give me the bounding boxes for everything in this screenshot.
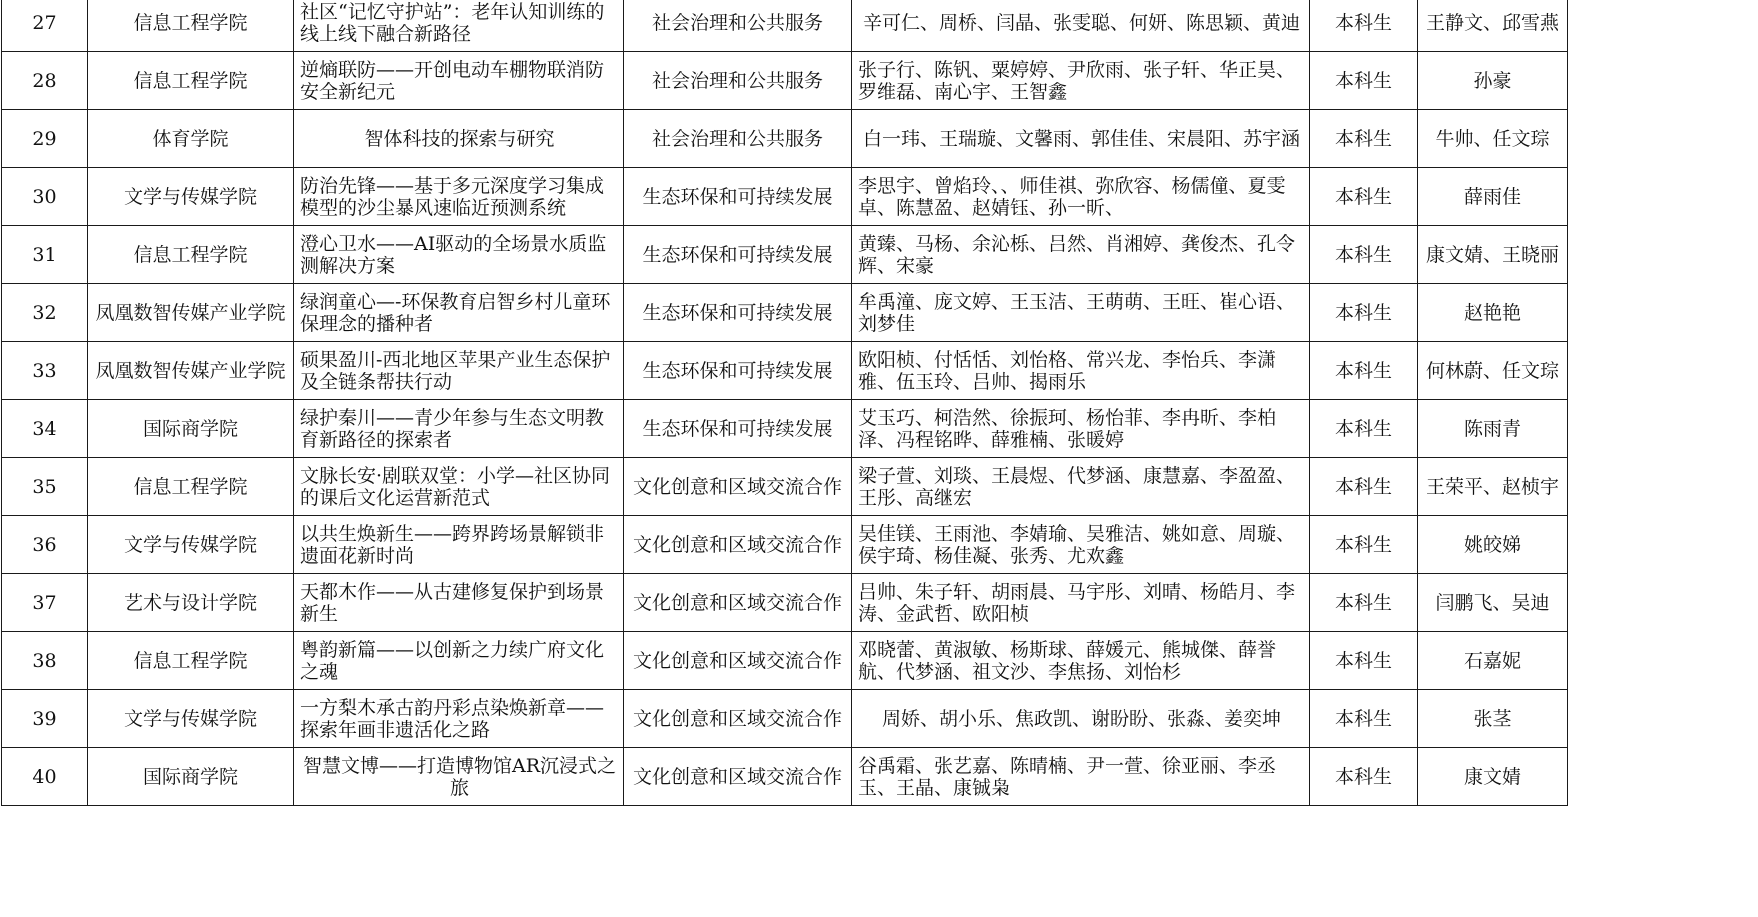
category-cell: 生态环保和可持续发展 bbox=[624, 168, 852, 226]
table-row bbox=[2, 342, 1568, 400]
row-number: 28 bbox=[2, 52, 88, 110]
members-cell: 艾玉巧、柯浩然、徐振珂、杨怡菲、李冉昕、李柏泽、冯程铭晔、薛雅楠、张暖婷 bbox=[852, 400, 1310, 458]
members-cell: 李思宇、曾焰玲、、师佳祺、弥欣容、杨儒僮、夏雯卓、陈慧盈、赵婧钰、孙一昕、 bbox=[852, 168, 1310, 226]
level-cell: 本科生 bbox=[1310, 226, 1418, 284]
category-cell: 文化创意和区域交流合作 bbox=[624, 516, 852, 574]
project-title-cell: 社区“记忆守护站”：老年认知训练的线上线下融合新路径 bbox=[294, 0, 624, 52]
project-title-cell: 澄心卫水——AI驱动的全场景水质监测解决方案 bbox=[294, 226, 624, 284]
table-row bbox=[2, 748, 1568, 806]
category-cell: 社会治理和公共服务 bbox=[624, 52, 852, 110]
row-number: 37 bbox=[2, 574, 88, 632]
level-cell: 本科生 bbox=[1310, 516, 1418, 574]
row-number: 33 bbox=[2, 342, 88, 400]
level-cell: 本科生 bbox=[1310, 52, 1418, 110]
college-cell: 信息工程学院 bbox=[88, 226, 294, 284]
row-number: 40 bbox=[2, 748, 88, 806]
level-cell: 本科生 bbox=[1310, 574, 1418, 632]
college-cell: 艺术与设计学院 bbox=[88, 574, 294, 632]
project-title-cell: 天都木作——从古建修复保护到场景新生 bbox=[294, 574, 624, 632]
project-title-cell: 绿润童心—-环保教育启智乡村儿童环保理念的播种者 bbox=[294, 284, 624, 342]
table-row bbox=[2, 574, 1568, 632]
advisor-cell: 康文婧 bbox=[1418, 748, 1568, 806]
advisor-cell: 孙豪 bbox=[1418, 52, 1568, 110]
members-cell: 张子行、陈钒、粟婷婷、尹欣雨、张子轩、华正昊、罗维磊、南心宇、王智鑫 bbox=[852, 52, 1310, 110]
table-row bbox=[2, 52, 1568, 110]
level-cell: 本科生 bbox=[1310, 632, 1418, 690]
row-number: 39 bbox=[2, 690, 88, 748]
category-cell: 生态环保和可持续发展 bbox=[624, 226, 852, 284]
advisor-cell: 闫鹏飞、吴迪 bbox=[1418, 574, 1568, 632]
members-cell: 吴佳镁、王雨池、李婧瑜、吴雅洁、姚如意、周璇、侯宇琦、杨佳凝、张秀、尤欢鑫 bbox=[852, 516, 1310, 574]
members-cell: 欧阳桢、付恬恬、刘怡格、常兴龙、李怡兵、李潇雅、伍玉玲、吕帅、揭雨乐 bbox=[852, 342, 1310, 400]
category-cell: 生态环保和可持续发展 bbox=[624, 284, 852, 342]
college-cell: 信息工程学院 bbox=[88, 0, 294, 52]
level-cell: 本科生 bbox=[1310, 284, 1418, 342]
level-cell: 本科生 bbox=[1310, 168, 1418, 226]
members-cell: 牟禹潼、庞文婷、王玉洁、王萌萌、王旺、崔心语、刘梦佳 bbox=[852, 284, 1310, 342]
level-cell: 本科生 bbox=[1310, 342, 1418, 400]
college-cell: 信息工程学院 bbox=[88, 632, 294, 690]
category-cell: 生态环保和可持续发展 bbox=[624, 400, 852, 458]
advisor-cell: 康文婧、王晓丽 bbox=[1418, 226, 1568, 284]
members-cell: 黄臻、马杨、余沁栎、吕然、肖湘婷、龚俊杰、孔令辉、宋豪 bbox=[852, 226, 1310, 284]
table-row bbox=[2, 0, 1568, 52]
advisor-cell: 张茎 bbox=[1418, 690, 1568, 748]
project-roster-table bbox=[1, 0, 1568, 806]
table-row bbox=[2, 400, 1568, 458]
table-row bbox=[2, 516, 1568, 574]
project-title-cell: 一方梨木承古韵丹彩点染焕新章——探索年画非遗活化之路 bbox=[294, 690, 624, 748]
advisor-cell: 何林蔚、任文琮 bbox=[1418, 342, 1568, 400]
project-title-cell: 防治先锋——基于多元深度学习集成模型的沙尘暴风速临近预测系统 bbox=[294, 168, 624, 226]
row-number: 31 bbox=[2, 226, 88, 284]
table-row bbox=[2, 284, 1568, 342]
level-cell: 本科生 bbox=[1310, 690, 1418, 748]
college-cell: 信息工程学院 bbox=[88, 52, 294, 110]
row-number: 34 bbox=[2, 400, 88, 458]
category-cell: 社会治理和公共服务 bbox=[624, 0, 852, 52]
members-cell: 辛可仁、周桥、闫晶、张雯聪、何妍、陈思颖、黄迪 bbox=[852, 0, 1310, 52]
college-cell: 文学与传媒学院 bbox=[88, 516, 294, 574]
category-cell: 文化创意和区域交流合作 bbox=[624, 748, 852, 806]
category-cell: 文化创意和区域交流合作 bbox=[624, 632, 852, 690]
advisor-cell: 薛雨佳 bbox=[1418, 168, 1568, 226]
row-number: 27 bbox=[2, 0, 88, 52]
row-number: 32 bbox=[2, 284, 88, 342]
project-title-cell: 以共生焕新生——跨界跨场景解锁非遗面花新时尚 bbox=[294, 516, 624, 574]
table-row bbox=[2, 632, 1568, 690]
members-cell: 白一玮、王瑞璇、文馨雨、郭佳佳、宋晨阳、苏宇涵 bbox=[852, 110, 1310, 168]
table-row bbox=[2, 226, 1568, 284]
category-cell: 生态环保和可持续发展 bbox=[624, 342, 852, 400]
table-row bbox=[2, 690, 1568, 748]
project-title-cell: 粤韵新篇——以创新之力续广府文化之魂 bbox=[294, 632, 624, 690]
project-title-cell: 绿护秦川——青少年参与生态文明教育新路径的探索者 bbox=[294, 400, 624, 458]
level-cell: 本科生 bbox=[1310, 400, 1418, 458]
college-cell: 凤凰数智传媒产业学院 bbox=[88, 342, 294, 400]
members-cell: 吕帅、朱子轩、胡雨晨、马宇彤、刘晴、杨皓月、李涛、金武哲、欧阳桢 bbox=[852, 574, 1310, 632]
advisor-cell: 王荣平、赵桢宇 bbox=[1418, 458, 1568, 516]
advisor-cell: 姚皎娣 bbox=[1418, 516, 1568, 574]
table-row bbox=[2, 168, 1568, 226]
row-number: 30 bbox=[2, 168, 88, 226]
row-number: 35 bbox=[2, 458, 88, 516]
row-number: 36 bbox=[2, 516, 88, 574]
category-cell: 文化创意和区域交流合作 bbox=[624, 574, 852, 632]
row-number: 29 bbox=[2, 110, 88, 168]
members-cell: 谷禹霜、张艺嘉、陈晴楠、尹一萱、徐亚丽、李丞玉、王晶、康铖枭 bbox=[852, 748, 1310, 806]
advisor-cell: 王静文、邱雪燕 bbox=[1418, 0, 1568, 52]
category-cell: 文化创意和区域交流合作 bbox=[624, 690, 852, 748]
college-cell: 文学与传媒学院 bbox=[88, 690, 294, 748]
college-cell: 凤凰数智传媒产业学院 bbox=[88, 284, 294, 342]
level-cell: 本科生 bbox=[1310, 110, 1418, 168]
table-body bbox=[2, 0, 1568, 806]
project-title-cell: 智体科技的探索与研究 bbox=[294, 110, 624, 168]
advisor-cell: 石嘉妮 bbox=[1418, 632, 1568, 690]
project-title-cell: 智慧文博——打造博物馆AR沉浸式之旅 bbox=[294, 748, 624, 806]
college-cell: 国际商学院 bbox=[88, 748, 294, 806]
level-cell: 本科生 bbox=[1310, 0, 1418, 52]
college-cell: 体育学院 bbox=[88, 110, 294, 168]
members-cell: 邓晓蕾、黄淑敏、杨斯球、薛媛元、熊城傑、薛誉航、代梦涵、祖文沙、李焦扬、刘怡杉 bbox=[852, 632, 1310, 690]
advisor-cell: 陈雨青 bbox=[1418, 400, 1568, 458]
level-cell: 本科生 bbox=[1310, 458, 1418, 516]
category-cell: 文化创意和区域交流合作 bbox=[624, 458, 852, 516]
table-row bbox=[2, 458, 1568, 516]
table-row bbox=[2, 110, 1568, 168]
advisor-cell: 牛帅、任文琮 bbox=[1418, 110, 1568, 168]
row-number: 38 bbox=[2, 632, 88, 690]
project-title-cell: 文脉长安·剧联双堂：小学—社区协同的课后文化运营新范式 bbox=[294, 458, 624, 516]
members-cell: 周娇、胡小乐、焦政凯、谢盼盼、张淼、姜奕坤 bbox=[852, 690, 1310, 748]
level-cell: 本科生 bbox=[1310, 748, 1418, 806]
members-cell: 梁子萱、刘琰、王晨煜、代梦涵、康慧嘉、李盈盈、王彤、高继宏 bbox=[852, 458, 1310, 516]
project-title-cell: 逆熵联防——开创电动车棚物联消防安全新纪元 bbox=[294, 52, 624, 110]
category-cell: 社会治理和公共服务 bbox=[624, 110, 852, 168]
college-cell: 国际商学院 bbox=[88, 400, 294, 458]
project-title-cell: 硕果盈川-西北地区苹果产业生态保护及全链条帮扶行动 bbox=[294, 342, 624, 400]
college-cell: 信息工程学院 bbox=[88, 458, 294, 516]
advisor-cell: 赵艳艳 bbox=[1418, 284, 1568, 342]
college-cell: 文学与传媒学院 bbox=[88, 168, 294, 226]
